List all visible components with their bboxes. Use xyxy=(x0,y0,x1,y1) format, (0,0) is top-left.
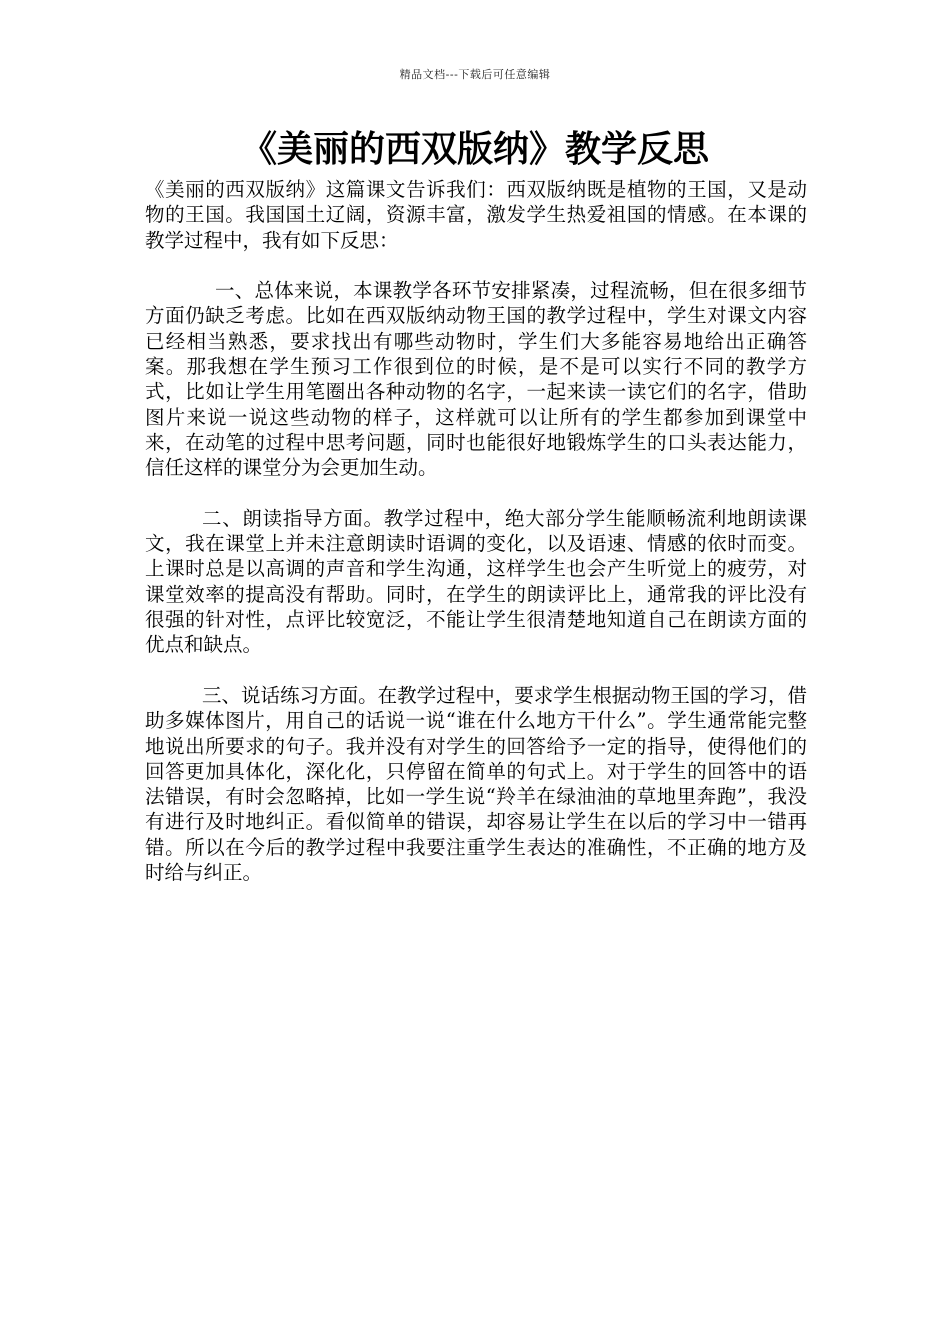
header-note: 精品文档---下载后可任意编辑 xyxy=(399,68,551,81)
paragraph-gap xyxy=(145,253,807,278)
intro-paragraph: 《美丽的西双版纳》这篇课文告诉我们：西双版纳既是植物的王国，又是动物的王国。我国国土辽阔，资源丰富，激发学生热爱祖国的情感。在本课的教学过程中，我有如下反思： xyxy=(145,178,807,252)
reflection-paragraph-2: 二、朗读指导方面。教学过程中，绝大部分学生能顺畅流利地朗读课文，我在课堂上并未注意朗读时语调的变化，以及语速、情感的依时而变。上课时总是以高调的声音和学生沟通，这样学生也会产生听觉上的疲劳，对课堂效率的提高没有帮助。同时，在学生的朗读评比上，通常我的评比没有很强的针对性，点评比较宽泛，不能让学生很清楚地知道自己在朗读方面的优点和缺点。 xyxy=(145,506,807,657)
reflection-paragraph-1: 一、总体来说，本课教学各环节安排紧凑，过程流畅，但在很多细节方面仍缺乏考虑。比如在西双版纳动物王国的教学过程中，学生对课文内容已经相当熟悉，要求找出有哪些动物时，学生们大多能容易地给出正确答案。那我想在学生预习工作很到位的时候，是不是可以实行不同的教学方式，比如让学生用笔圈出各种动物的名字，一起来读一读它们的名字，借助图片来说一说这些动物的样子，这样就可以让所有的学生都参加到课堂中来，在动笔的过程中思考问题，同时也能很好地锻炼学生的口头表达能力，信任这样的课堂分为会更加生动。 xyxy=(145,279,807,480)
paragraph-gap xyxy=(145,658,807,683)
reflection-paragraph-3: 三、说话练习方面。在教学过程中，要求学生根据动物王国的学习，借助多媒体图片，用自己的话说一说“谁在什么地方干什么”。学生通常能完整地说出所要求的句子。我并没有对学生的回答给予一定的指导，使得他们的回答更加具体化，深化化，只停留在简单的句式上。对于学生的回答中的语法错误，有时会忽略掉，比如一学生说“羚羊在绿油油的草地里奔跑”，我没有进行及时地纠正。看似简单的错误，却容易让学生在以后的学习中一错再错。所以在今后的教学过程中我要注重学生表达的准确性，不正确的地方及时给与纠正。 xyxy=(145,683,807,885)
document-title: 《美丽的西双版纳》教学反思 xyxy=(240,129,709,170)
paragraph-gap xyxy=(145,481,807,506)
document-body xyxy=(145,177,807,885)
